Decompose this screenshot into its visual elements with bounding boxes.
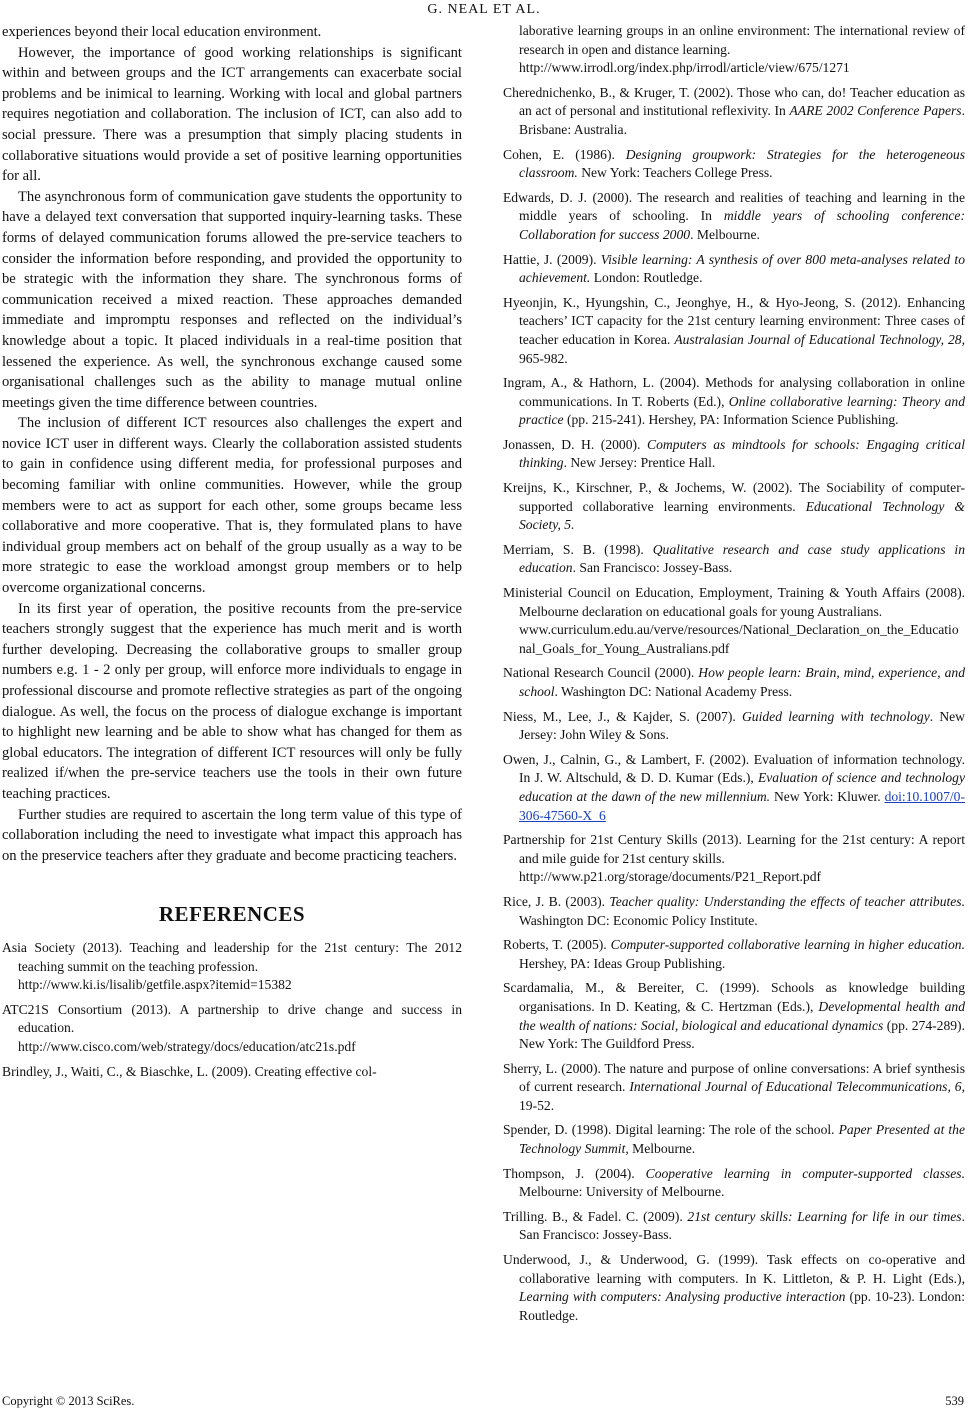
- reference-text: Hershey, PA: Ideas Group Publishing.: [519, 955, 726, 971]
- reference-text: Rice, J. B. (2003).: [503, 893, 610, 909]
- reference-title: Evaluation of science and technology education at the dawn of the new millennium.: [519, 770, 965, 804]
- reference-text: Edwards, D. J. (2000). The research and realities of teaching and learning in the middle years of schooling. In: [503, 189, 965, 224]
- reference-entry: [503, 436, 965, 473]
- reference-text: Cherednichenko, B., & Kruger, T. (2002). Those who can, do! Teacher education as an act of personal and institutional reflexivity. In: [503, 84, 965, 119]
- page-number: 539: [945, 1394, 964, 1408]
- reference-entry: [503, 84, 965, 140]
- paragraph: Further studies are required to ascertain the long term value of this type of collaboration including the need to investigate what impact this approach has on the preservice teachers after they graduate and become practicing teachers.: [2, 806, 462, 864]
- reference-entry: [2, 1001, 462, 1057]
- reference-text: Ministerial Council on Education, Employment, Training & Youth Affairs (2008). Melbourne declaration on educational goals for young Australians.: [503, 585, 965, 619]
- reference-entry: [503, 893, 965, 930]
- paragraph: experiences beyond their local education environment.: [2, 24, 322, 40]
- reference-entry: [2, 939, 462, 995]
- reference-title: Visible learning: A synthesis of over 800 meta-analyses related to achievement.: [519, 251, 965, 286]
- reference-text: Washington DC: Economic Policy Institute.: [519, 912, 758, 928]
- reference-entry: [503, 479, 965, 535]
- reference-entry: [503, 1165, 965, 1202]
- reference-text: 19-52.: [519, 1097, 555, 1113]
- reference-text: Hattie, J. (2009).: [503, 251, 601, 267]
- reference-title: International Journal of Educational Telecommunications, 6,: [629, 1079, 965, 1095]
- reference-text: (pp. 10-23). London: Routledge.: [519, 1289, 965, 1323]
- reference-text: . Melbourne.: [690, 226, 760, 242]
- reference-title: Guided learning with technology: [741, 708, 930, 724]
- copyright-notice: Copyright © 2013 SciRes.: [2, 1394, 135, 1408]
- reference-text: National Research Council (2000).: [503, 665, 699, 681]
- reference-entry: [503, 294, 965, 368]
- reference-entry: [503, 189, 965, 245]
- reference-url: www.curriculum.edu.au/verve/resources/National_Declaration_on_the_Educational_Goals_for_Young_Australians.pdf: [519, 622, 959, 656]
- reference-entry: [503, 831, 965, 887]
- reference-text: Hyeonjin, K., Hyungshin, C., Jeonghye, H., & Hyo-Jeong, S. (2012). Enhancing teachers’ ICT capacity for the 21st century learning environment: Three cases of teacher education in Korea.: [503, 294, 965, 347]
- reference-text: Scardamalia, M., & Bereiter, C. (1999). Schools as knowledge building organisations. In D. Keating, & C. Hertzman (Eds.),: [503, 980, 965, 1014]
- references-heading: REFERENCES: [158, 902, 306, 927]
- reference-text: Underwood, J., & Underwood, G. (1999). Task effects on co-operative and collaborative learning with computers. In K. Littleton, & P. H. Light (Eds.),: [503, 1252, 965, 1286]
- reference-title: Paper Presented at the Technology Summit,: [519, 1122, 965, 1157]
- reference-url: http://www.cisco.com/web/strategy/docs/education/atc21s.pdf: [18, 1038, 356, 1054]
- reference-text: Thompson, J. (2004).: [503, 1165, 646, 1181]
- reference-entry: [503, 1060, 965, 1116]
- reference-title: Teacher quality: Understanding the effects of teacher attributes.: [609, 893, 965, 909]
- running-header: G. NEAL ET AL.: [427, 2, 541, 17]
- reference-text: . San Francisco: Jossey-Bass.: [519, 1208, 966, 1243]
- reference-entry: [503, 1121, 965, 1158]
- reference-text: Partnership for 21st Century Skills (2013). Learning for the 21st century: A report and mile guide for 21st century skills.: [503, 832, 965, 866]
- page-footer: [2, 1394, 964, 1409]
- reference-text: Asia Society (2013). Teaching and leadership for the 21st century: The 2012 teaching summit on the teaching profession.: [2, 939, 462, 974]
- reference-text: . New Jersey: John Wiley & Sons.: [519, 708, 966, 743]
- reference-title: Cooperative learning in computer-supported classes.: [645, 1165, 965, 1181]
- paragraph: In its first year of operation, the positive recounts from the pre-service teachers strongly suggest that the experience has much merit and is worth further developing. Decreasing the collaborative groups to smaller group numbers e.g. 1 - 2 only per group, will enforce more individuals to engage in professional discourse and promote reflective strategies as part of the ongoing dialogue. As well, the focus on the process of dialogue exchange is important to highlight new learning and be able to show what has changed for them as global educators. The integration of different ICT resources will only be fully realized if/when the pre-service teachers use the tools in their own future teaching practices.: [2, 600, 462, 802]
- reference-title: Qualitative research and case study applications in education: [519, 541, 965, 576]
- reference-url: http://www.ki.is/lisalib/getfile.aspx?itemid=15382: [18, 977, 292, 993]
- reference-title: AARE 2002 Conference Papers: [789, 103, 962, 119]
- reference-text: (pp. 274-289). New York: The Guildford Press.: [519, 1017, 965, 1052]
- reference-title: middle years of schooling conference: Collaboration for success 2000: [519, 208, 965, 242]
- reference-entry: [503, 22, 965, 78]
- reference-text: Roberts, T. (2005).: [503, 937, 611, 953]
- reference-title: Australasian Journal of Educational Technology, 28,: [674, 331, 965, 347]
- reference-title: Educational Technology & Society, 5.: [519, 498, 965, 533]
- reference-text: . Brisbane: Australia.: [519, 103, 965, 137]
- reference-text: Merriam, S. B. (1998).: [503, 541, 653, 557]
- reference-entry: [503, 1208, 965, 1245]
- reference-entry: [503, 751, 965, 825]
- reference-text: ATC21S Consortium (2013). A partnership to drive change and success in education.: [2, 1001, 462, 1036]
- reference-text: . Washington DC: National Academy Press.: [554, 684, 793, 699]
- reference-text: 965-982.: [519, 350, 568, 366]
- reference-text: Niess, M., Lee, J., & Kajder, S. (2007).: [503, 708, 742, 724]
- reference-title: 21st century skills: Learning for life in our times: [687, 1208, 962, 1224]
- reference-entry: [2, 1063, 462, 1082]
- reference-text: New York: Kluwer.: [770, 788, 885, 804]
- right-column: [503, 22, 965, 1331]
- reference-title: Computers as mindtools for schools: Engaging critical thinking: [519, 436, 965, 471]
- reference-text: (pp. 215-241). Hershey, PA: Information Science Publishing.: [563, 412, 899, 428]
- reference-title: Learning with computers: Analysing productive interaction: [519, 1289, 846, 1305]
- paragraph: The inclusion of different ICT resources also challenges the expert and novice ICT user in different ways. Clearly the collaboration assisted students to gain in confidence using different media, for professional purposes and becoming familiar with online communities. However, while the group members were to act as support for each other, some groups became less collaborative and more cooperative. That is, they formulated plans to have individual group members act on behalf of the group usually as a way to be more strategic to ease the workload amongst group members or to help overcome organizational concerns.: [2, 415, 462, 597]
- reference-text: . New Jersey: Prentice Hall.: [563, 455, 716, 471]
- reference-text: Trilling. B., & Fadel. C. (2009).: [503, 1208, 688, 1224]
- reference-title: Computer-supported collaborative learning in higher education.: [610, 937, 965, 953]
- reference-entry: [503, 1251, 965, 1325]
- reference-entry: [503, 936, 965, 973]
- left-column: [2, 22, 462, 1087]
- reference-entry: [503, 708, 965, 745]
- paragraph: The asynchronous form of communication gave students the opportunity to have a delayed text conversation that supported inquiry-learning tasks. These forms of delayed communication forums allowed the pre-service teachers to consider the information before responding, and provided the opportunity to be strategic with the information they share. The synchronous forms of communication received a mixed reaction. These approaches demanded immediate and impromptu responses and reflected on the individual’s knowledge about a topic. It placed individuals in a real-time position that lessened the experience. As well, the synchronous exchange caused some organisational challenges such as the ability to manage mutual online meetings given the time difference between countries.: [2, 188, 462, 411]
- reference-text: Sherry, L. (2000). The nature and purpose of online conversations: A brief synthesis of current research.: [503, 1060, 965, 1095]
- reference-text: New York: Teachers College Press.: [577, 165, 773, 181]
- reference-text: Spender, D. (1998). Digital learning: The role of the school.: [503, 1122, 839, 1138]
- reference-entry: [503, 979, 965, 1053]
- reference-text: laborative learning groups in an online environment: The international review of research in open and distance learning.: [519, 23, 965, 57]
- reference-url: http://www.irrodl.org/index.php/irrodl/article/view/675/1271: [519, 60, 850, 76]
- reference-url: http://www.p21.org/storage/documents/P21_Report.pdf: [519, 869, 822, 885]
- body-text: [2, 22, 462, 866]
- reference-list-right: [503, 22, 965, 1325]
- reference-text: . San Francisco: Jossey-Bass.: [572, 560, 733, 576]
- reference-entry: [503, 664, 965, 701]
- reference-entry: [503, 251, 965, 288]
- reference-text: London: Routledge.: [590, 270, 703, 286]
- reference-text: Melbourne: University of Melbourne.: [519, 1184, 725, 1200]
- reference-text: Jonassen, D. H. (2000).: [503, 436, 648, 452]
- reference-entry: [503, 146, 965, 183]
- reference-text: Owen, J., Calnin, G., & Lambert, F. (2002). Evaluation of information technology. In J. W. Altschuld, & D. D. Kumar (Eds.),: [503, 751, 965, 786]
- reference-entry: [503, 374, 965, 430]
- reference-title: Developmental health and the wealth of nations: Social, biological and educational dynamics: [519, 998, 966, 1033]
- reference-entry: [503, 541, 965, 578]
- reference-title: Online collaborative learning: Theory and practice: [519, 393, 965, 428]
- reference-entry: [503, 584, 965, 658]
- reference-text: Cohen, E. (1986).: [503, 146, 626, 162]
- reference-text: Ingram, A., & Hathorn, L. (2004). Methods for analysing collaboration in online communications. In T. Roberts (Ed.),: [503, 375, 965, 409]
- reference-list-left: [2, 939, 462, 1081]
- doi-link[interactable]: doi:10.1007/0-306-47560-X_6: [519, 788, 965, 823]
- reference-title: How people learn: Brain, mind, experience, and school: [519, 665, 965, 699]
- paragraph: However, the importance of good working relationships is significant within and between groups and the ICT arrangements can exacerbate social problems and be inimical to learning. Working with local and global partners requires negotiation and collaboration. The inclusion of ICT, can also add to social pressure. There was a presumption that simply placing students in collaborative situations would provide a set of positive learning opportunities for all.: [2, 44, 462, 185]
- reference-text: Melbourne.: [628, 1141, 696, 1157]
- reference-title: Designing groupwork: Strategies for the heterogeneous classroom.: [519, 146, 965, 181]
- reference-text: Kreijns, K., Kirschner, P., & Jochems, W. (2002). The Sociability of computer-supported collaborative learning environments.: [503, 480, 965, 514]
- reference-text: Brindley, J., Waiti, C., & Biaschke, L. (2009). Creating effective col-: [2, 1063, 377, 1079]
